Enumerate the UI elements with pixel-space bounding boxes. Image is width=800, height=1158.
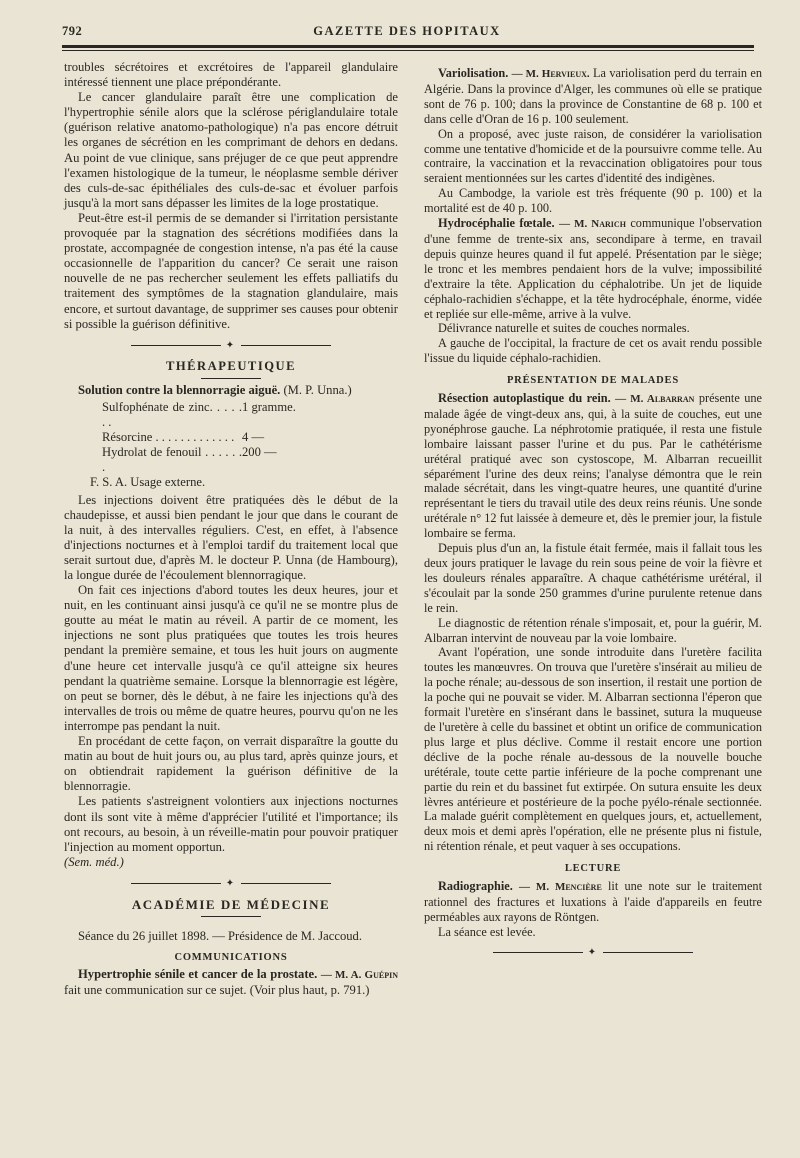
resection-text: présente une malade âgée de vingt-deux ans, qui, à la suite de couches, eut une pyonéphrose gauche. La néphrotomie pratiquée, il resta une fistule lombaire laissant passer l'urine et du pus. Par le cathétérisme urétéral pratiqué avec son cystoscope, M. Albarran recueillit séparément l'urine des deux reins; l'analyse démontra que le rein malade sécrétait, dans les vingt-quatre heures, une quantité d'urine représentant le tiers du travail utile des deux reins réunis. Une sonde urétérale n° 12 fut laissée à demeure et, dès le premier jour, la fistule lombaire se ferma.	[424, 391, 763, 541]
rx-amount: 200 —	[242, 445, 277, 460]
rx-line	[102, 400, 332, 430]
closing-line: La séance est levée.	[438, 924, 536, 939]
section-title-academie: ACADÉMIE DE MÉDECINE	[131, 896, 331, 912]
rx-amount: 1 gramme.	[242, 399, 296, 414]
paragraph: Le diagnostic de rétention rénale s'imposait, et, pour la guérir, M. Albarran intervint de nouveau par la voie lombaire.	[424, 615, 762, 645]
rx-line	[102, 445, 332, 475]
page-number: 792	[62, 24, 83, 38]
ornamental-separator: ✦	[424, 946, 762, 961]
rx-ingredient: Sulfophénate de zinc. . . . . . .	[102, 399, 242, 430]
source: (Sem. méd.)	[64, 854, 124, 869]
paragraph: Peut-être est-il permis de se demander si l'irritation persistante provoquée par la stagnation des sécrétions modifiées dans la prostate, accompagnée de congestion intense, n'a pas été la cause occasionnelle de l'apparition du cancer? Ce serait une raison nouvelle de ne pas rechercher seulement les effets palliatifs du traitement des symptômes de la stagnation glandulaire, mais encore, et surtout davantage, de supprimer ses causes pour obtenir si possible la guérison définitive.	[64, 210, 398, 331]
paragraph: Les patients s'astreignent volontiers aux injections nocturnes dont ils sont vite à même d'apprécier l'utilité et l'importance; ils ont recours, au besoin, à un réveille-matin pour pouvoir pratiquer l'injection au moment opportun.	[64, 794, 398, 854]
rx-ingredient: Hydrolat de fenouil . . . . . . .	[102, 445, 242, 475]
hydro-text: communique l'observation d'une femme de trente-six ans, secondipare à terme, en travail depuis quinze heures quand il fut appelé. Présentation par le siège; le tronc et les membres pendaient hors de la vulve; impossibilité d'extraire la tête. Application du céphalotribe. Un jet de liquide céphalo-rachidien s'échappe, et la tête hydrocéphale, énorme, vidée et repliée sur elle-même, arrive à la vulve.	[424, 216, 762, 321]
running-head	[62, 22, 752, 42]
radio-author: — M. Mencière	[519, 881, 602, 894]
short-rule	[201, 378, 261, 379]
article-heading	[64, 383, 398, 398]
short-rule	[201, 916, 261, 917]
variolisation-text: La variolisation perd du terrain en Algérie. Dans la province d'Alger, les communes où elle se pratique sont de 76 p. 100; dans la province de Constantine de 68 p. 100 et dans celle d'Oran de 16 p. 100 seulement.	[424, 66, 762, 126]
article	[424, 216, 762, 321]
article	[424, 66, 762, 127]
section-title-lecture: LECTURE	[564, 863, 622, 875]
hypertrophie-title: Hypertrophie sénile et cancer de la prostate.	[78, 967, 318, 982]
resection-author: — M. Albarran	[615, 393, 695, 406]
paragraph: Depuis plus d'un an, la fistule était fermée, mais il fallait tous les deux jours pratiquer le lavage du rein sous peine de voir la fièvre et les douleurs rénales apparaître. A chaque cathétérisme urétéral, il s'écoulait par la sonde 250 grammes d'urine purulente retenue dans le rein.	[424, 541, 762, 615]
paragraph: A gauche de l'occipital, la fracture de cet os avait rendu possible l'issue du liquide céphalo-rachidien.	[424, 336, 762, 366]
paragraph: Avant l'opération, une sonde introduite dans l'uretère facilita toutes les manœuvres. On trouva que l'uretère s'insérait au milieu de la poche rénale; au-dessous de son insertion, il restait une portion de la poche qui ne pouvait se vider. M. Albarran sectionna l'éperon que formait l'uretère en s'insérant dans le bassinet, sutura la muqueuse de l'uretère à celle du bassinet et obtint un orifice de communication plus large et plus déclive. Comme il restait encore une portion déclive de la poche rénale au-dessous de la nouvelle bouche urétérale, toute cette partie inférieure de la poche comprenant une partie du rein et du bassinet fut extirpée. On sutura ensuite les deux lèvres antérieure et postérieure de la poche pyélo-rénale sectionnée. La malade guérit complètement en quelques jours, et, actuellement, deux mois et demi après l'opération, elle ne présente plus ni fistule, ni rétention rénale, et peut vaquer à ses occupations.	[424, 645, 762, 854]
paragraph: troubles sécrétoires et excrétoires de l'appareil glandulaire intéressé tiennent une place prépondérante.	[64, 60, 398, 90]
resection-title: Résection autoplastique du rein.	[438, 391, 611, 406]
section-title-presentation: PRÉSENTATION DE MALADES	[506, 375, 680, 387]
ornamental-separator: ✦	[64, 876, 398, 891]
right-column	[424, 66, 762, 965]
variolisation-author: — M. Hervieux.	[511, 68, 590, 80]
header-rule-thin	[62, 50, 754, 51]
rx-ingredient: Résorcine . . . . . . . . . . . . .	[102, 430, 235, 445]
hydro-author: — M. Narich	[558, 218, 626, 231]
paragraph: Le cancer glandulaire paraît être une complication de l'hypertrophie sénile alors que la sclérose périglandulaire totale (guérison relative anatomo-pathologique) n'a pas encore détruit les organes de sécrétion en les comprimant de dehors en dedans. Au point de vue clinique, sans préjuger de ce que peut apprendre l'examen histologique de la tumeur, le néoplasme semble dériver des culs-de-sac épithéliales des culs-de-sac et évoluer parfois jusqu'à la mort sans dépasser les limites de la loge prostatique.	[64, 90, 398, 210]
source-line	[64, 855, 398, 870]
solution-author: (M. P. Unna.)	[283, 382, 352, 397]
section-title-therapeutique: THÉRAPEUTIQUE	[165, 358, 297, 373]
prescription	[90, 399, 398, 491]
ornamental-separator: ✦	[64, 338, 398, 353]
journal-title: GAZETTE DES HOPITAUX	[313, 24, 501, 38]
paragraph: En procédant de cette façon, on verrait disparaître la goutte du matin au bout de huit jours ou, au plus tard, après quinze jours, et on obtiendrait rapidement la guérison définitive de la blennorragie.	[64, 734, 398, 794]
rx-amount: 4 —	[242, 430, 265, 445]
paragraph: Les injections doivent être pratiquées dès le début de la chaudepisse, et aussi bien pendant le jour que dans le courant de la nuit, à des intervalles réguliers. C'est, en effet, à l'absence d'injections nocturnes et à l'emploi tardif du traitement local que serait surtout due, d'après M. le docteur P. Unna (de Hambourg), la longue durée de l'écoulement blennorragique.	[64, 492, 398, 582]
variolisation-title: Variolisation.	[438, 66, 509, 80]
solution-title: Solution contre la blennorragie aiguë.	[78, 382, 281, 397]
article	[424, 879, 762, 925]
hypertrophie-author: — M. A. Guépin	[320, 969, 398, 982]
hypertrophie-text: fait une communication sur ce sujet. (Voir plus haut, p. 791.)	[64, 983, 370, 998]
paragraph: Délivrance naturelle et suites de couches normales.	[438, 321, 690, 336]
paragraph: On fait ces injections d'abord toutes les deux heures, jour et nuit, en les continuant ainsi jusqu'à ce qu'il ne se montre plus de goutte au méat le matin au réveil. A partir de ce moment, les injections ne sont plus pratiquées que toutes les trois heures pendant la première semaine, et tous les huit jours on augmente d'une heure cet intervalle jusqu'à ce qu'il atteigne six heures pendant la quatrième semaine. Lorsque la blennorragie est légère, on peut se borner, dès le début, à ne faire les injections qu'à des intervalles de trois ou même de quatre heures, pourvu qu'on ne les interrompe pas pendant la nuit.	[64, 583, 398, 733]
radio-text: lit une note sur le traitement rationnel des fractures et luxations à l'aide d'appareils en feutre perméables aux rayons de Röntgen.	[424, 879, 762, 924]
radio-title: Radiographie.	[438, 879, 513, 894]
hydro-title: Hydrocéphalie fœtale.	[438, 216, 555, 231]
session-heading: Séance du 26 juillet 1898. — Présidence de M. Jaccoud.	[78, 929, 362, 944]
article-heading	[64, 967, 398, 998]
paragraph: On a proposé, avec juste raison, de considérer la variolisation comme une tentative d'homicide et de la poursuivre comme telle. Au contraire, la vaccination et la revaccination obligatoires pour tous seraient mentionnées sur les cartes d'identité des indigènes.	[424, 126, 762, 186]
rx-line	[102, 430, 332, 445]
left-column	[64, 60, 398, 998]
section-title-communications: COMMUNICATIONS	[174, 952, 288, 964]
header-rule-thick	[62, 45, 754, 48]
paragraph: Au Cambodge, la variole est très fréquente (90 p. 100) et la mortalité est de 40 p. 100.	[424, 186, 762, 216]
article	[424, 391, 762, 541]
rx-usage: F. S. A. Usage externe.	[90, 475, 206, 490]
